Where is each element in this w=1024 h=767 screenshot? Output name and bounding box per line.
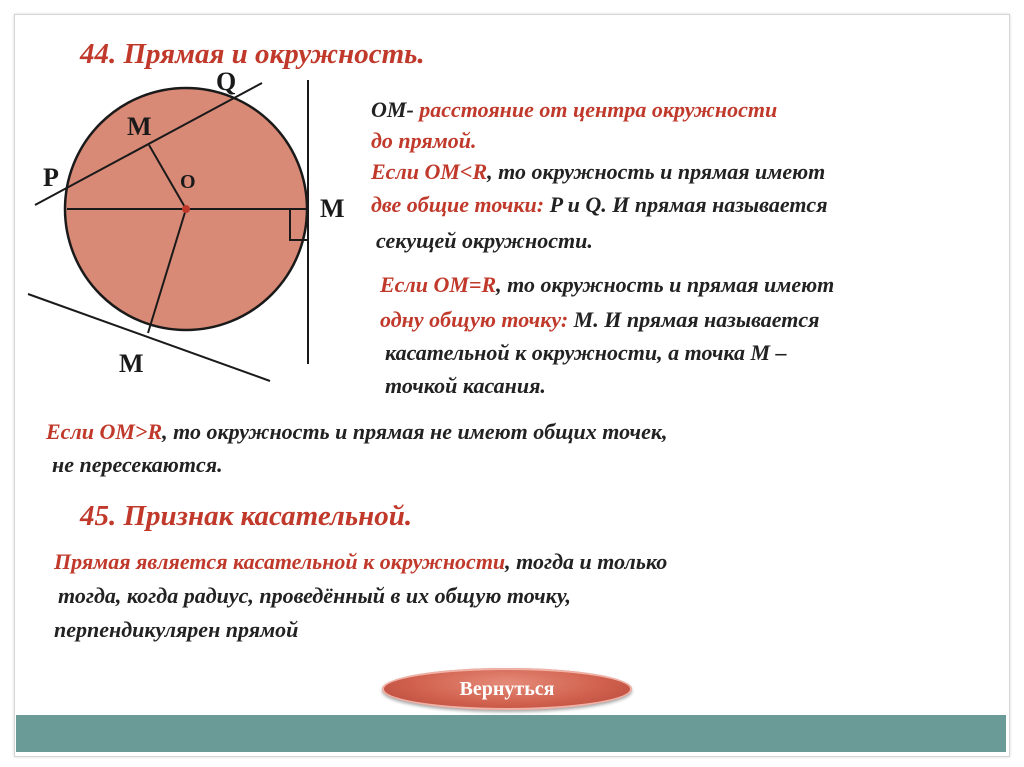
label-q: Q [216, 67, 237, 96]
om-definition-line-2: до прямой. [371, 128, 477, 153]
case-tangent-point-text: М. И прямая называется [568, 307, 820, 332]
case-secant-text: , то окружность и прямая имеют [487, 159, 826, 184]
case-secant-line-2 [371, 192, 828, 218]
om-label: ОМ- [371, 97, 420, 122]
case-tangent-line-2 [380, 307, 819, 333]
case-secant-points: две общие точки: [371, 192, 545, 217]
case-no-intersection-line-1 [46, 419, 668, 445]
bottom-bar [16, 715, 1006, 752]
label-m-bottom: M [119, 349, 144, 378]
case-tangent-point: одну общую точку: [380, 307, 569, 332]
criterion-line-2: тогда, когда радиус, проведённый в их общую точку, [58, 583, 571, 608]
return-button-label: Вернуться [459, 677, 555, 700]
section-45-title: 45. Признак касательной. [80, 500, 413, 532]
label-m-right: M [320, 194, 345, 223]
case-tangent-line-3: касательной к окружности, а точка М – [385, 340, 787, 365]
case-secant-points-text: P и Q. И прямая называется [544, 192, 828, 217]
label-m-top: M [127, 112, 152, 141]
label-p: P [43, 163, 59, 192]
case-secant-condition: Если ОМ<R [371, 159, 488, 184]
case-tangent-condition: Если ОМ=R [380, 272, 497, 297]
center-point [182, 205, 190, 213]
case-secant-line-1 [371, 159, 825, 185]
case-tangent-text: , то окружность и прямая имеют [496, 272, 835, 297]
om-definition-line-1 [371, 97, 777, 123]
label-o: O [180, 171, 196, 193]
case-no-intersection-line-2: не пересекаются. [52, 452, 223, 477]
section-44-title: 44. Прямая и окружность. [80, 38, 425, 70]
case-tangent-line-1 [380, 272, 834, 298]
case-no-intersection-text: , то окружность и прямая не имеют общих точек, [162, 419, 668, 444]
case-no-intersection-condition: Если ОМ>R [46, 419, 163, 444]
criterion-line-3: перпендикулярен прямой [54, 617, 299, 642]
criterion-statement: Прямая является касательной к окружности [54, 549, 506, 574]
case-secant-line-3: секущей окружности. [376, 228, 593, 253]
case-tangent-line-4: точкой касания. [385, 373, 546, 398]
criterion-statement-rest: , тогда и только [505, 549, 668, 574]
om-definition: расстояние от центра окружности [419, 97, 778, 122]
criterion-line-1 [54, 549, 667, 575]
return-button[interactable] [382, 668, 632, 710]
